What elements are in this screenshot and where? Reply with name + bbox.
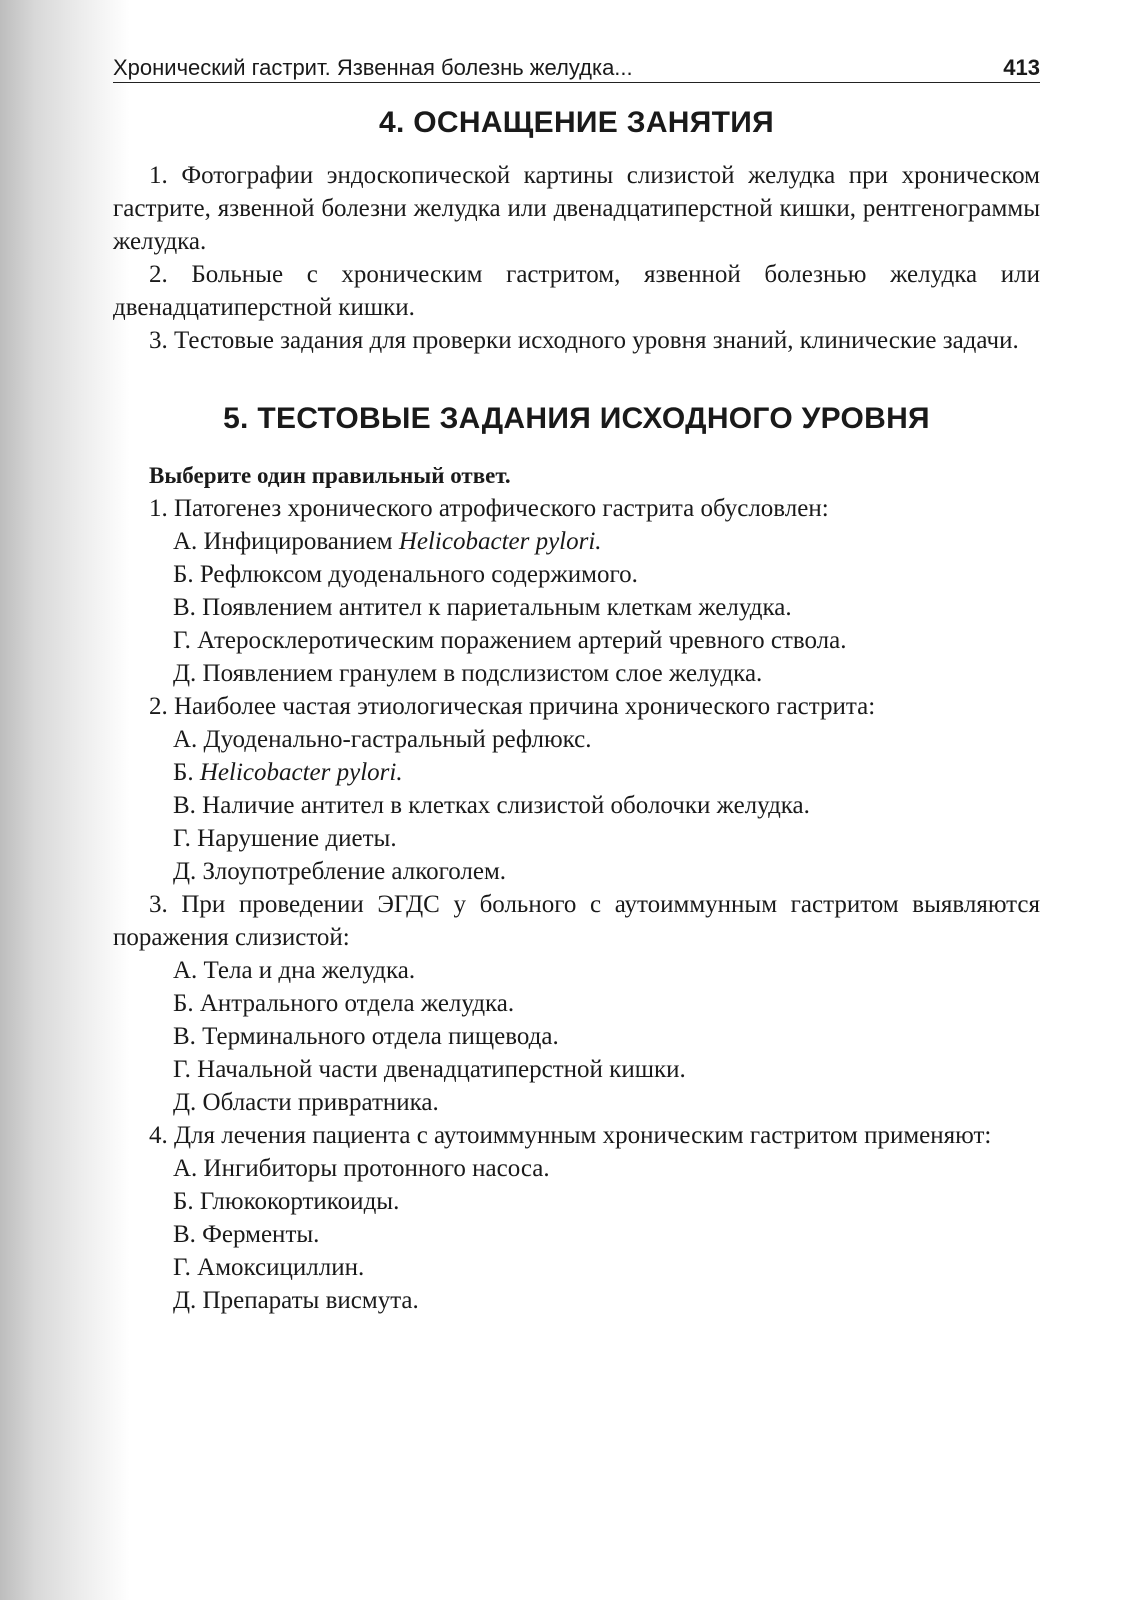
question-3-option-c: В. Терминального отдела пищевода. [173, 1023, 559, 1050]
question-3-option-d: Г. Начальной части двенадцатиперстной кишки. [173, 1056, 686, 1083]
option-italic-text: Helicobacter pylori. [398, 528, 602, 555]
question-3-option-e: Д. Области привратника. [173, 1089, 439, 1116]
question-2: 2. Наиболее частая этиологическая причина хронического гастрита: [149, 693, 876, 720]
question-4: 4. Для лечения пациента с аутоиммунным хроническим гастритом применяют: [149, 1122, 992, 1149]
question-1-option-e: Д. Появлением гранулем в подслизистом слое желудка. [173, 660, 763, 687]
question-1-option-b: Б. Рефлюксом дуоденального содержимого. [173, 561, 638, 588]
question-4-option-e: Д. Препараты висмута. [173, 1287, 419, 1314]
section-5-title: 5. ТЕСТОВЫЕ ЗАДАНИЯ ИСХОДНОГО УРОВНЯ [223, 402, 930, 435]
question-2-option-a: А. Дуоденально-гастральный рефлюкс. [173, 726, 592, 753]
running-head [113, 46, 1040, 83]
question-4-option-b: Б. Глюкокортикоиды. [173, 1188, 400, 1215]
equipment-item-1: 1. Фотографии эндоскопической картины слизистой желудка при хроническом гастрите, язвенной болезни желудка или двенадцатиперстной кишки, рентгенограммы желудка. [113, 162, 1040, 255]
page-number: 413 [1003, 55, 1040, 80]
book-page [113, 46, 1040, 1317]
equipment-item-2: 2. Больные с хроническим гастритом, язвенной болезнью желудка или двенадцатиперстной кишки. [113, 261, 1040, 321]
question-1-option-a [113, 525, 1040, 558]
question-2-option-c: В. Наличие антител в клетках слизистой оболочки желудка. [173, 792, 810, 819]
question-3-option-a: А. Тела и дна желудка. [173, 957, 416, 984]
page-gutter-shadow [0, 0, 130, 1600]
option-text: А. Инфицированием [173, 528, 399, 555]
question-1-option-c: В. Появлением антител к париетальным клеткам желудка. [173, 594, 792, 621]
section-4-title: 4. ОСНАЩЕНИЕ ЗАНЯТИЯ [379, 106, 774, 139]
question-1: 1. Патогенез хронического атрофического гастрита обусловлен: [149, 495, 829, 522]
running-title: Хронический гастрит. Язвенная болезнь желудка... [113, 55, 633, 80]
equipment-item-3: 3. Тестовые задания для проверки исходного уровня знаний, клинические задачи. [149, 327, 1019, 354]
test-instruction: Выберите один правильный ответ. [149, 463, 511, 488]
question-2-option-b [113, 756, 1040, 789]
question-4-option-d: Г. Амоксициллин. [173, 1254, 365, 1281]
option-text: Б. [173, 759, 200, 786]
question-2-option-d: Г. Нарушение диеты. [173, 825, 397, 852]
question-4-option-c: В. Ферменты. [173, 1221, 320, 1248]
question-3: 3. При проведении ЭГДС у больного с аутоиммунным гастритом выявляются поражения слизистой: [113, 891, 1040, 951]
question-2-option-e: Д. Злоупотребление алкоголем. [173, 858, 507, 885]
question-4-option-a: А. Ингибиторы протонного насоса. [173, 1155, 550, 1182]
question-3-option-b: Б. Антрального отдела желудка. [173, 990, 515, 1017]
question-1-option-d: Г. Атеросклеротическим поражением артерий чревного ствола. [173, 627, 847, 654]
option-italic-text: Helicobacter pylori. [199, 759, 403, 786]
